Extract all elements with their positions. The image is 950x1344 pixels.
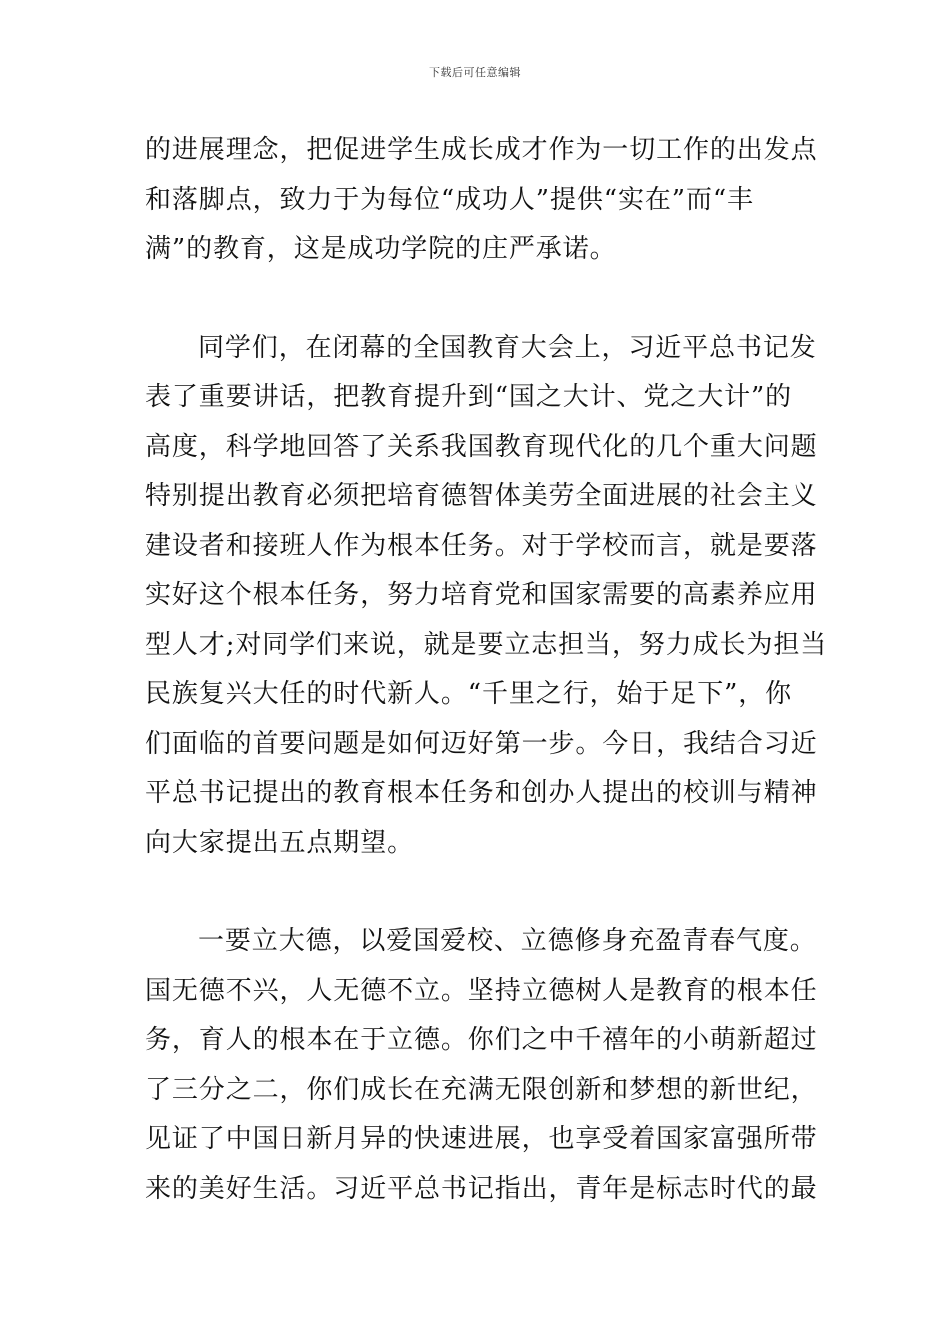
text-line: 实好这个根本任务，努力培育党和国家需要的高素养应用: [145, 580, 818, 610]
text-line: 型人才;对同学们来说，就是要立志担当，努力成长为担当: [145, 629, 828, 660]
text-line: 满”的教育，这是成功学院的庄严承诺。: [145, 234, 617, 264]
text-line: 民族复兴大任的时代新人。“千里之行，始于足下”，你: [145, 679, 793, 709]
paragraph-2: [145, 324, 828, 869]
text-line: 高度，科学地回答了关系我国教育现代化的几个重大问题: [145, 431, 818, 462]
text-line: 见证了中国日新月异的快速进展，也享受着国家富强所带: [145, 1124, 818, 1154]
text-line: 一要立大德，以爱国爱校、立德修身充盈青春气度。: [198, 926, 817, 956]
text-line: 特别提出教育必须把培育德智体美劳全面进展的社会主义: [145, 481, 818, 511]
text-line: 平总书记提出的教育根本任务和创办人提出的校训与精神: [145, 778, 818, 808]
paragraph-3: [145, 917, 818, 1214]
text-line: 和落脚点，致力于为每位“成功人”提供“实在”而“丰: [145, 184, 754, 215]
text-line: 国无德不兴，人无德不立。坚持立德树人是教育的根本任: [145, 975, 818, 1006]
text-line: 表了重要讲话，把教育提升到“国之大计、党之大计”的: [145, 382, 793, 412]
text-line: 们面临的首要问题是如何迈好第一步。今日，我结合习近: [145, 728, 818, 759]
text-line: 建设者和接班人作为根本任务。对于学校而言，就是要落: [145, 530, 818, 561]
paragraph-1: [145, 126, 818, 275]
text-line: 务，育人的根本在于立德。你们之中千禧年的小萌新超过: [145, 1025, 818, 1055]
document-body: [145, 126, 828, 1214]
text-line: 向大家提出五点期望。: [145, 827, 415, 858]
text-line: 同学们，在闭幕的全国教育大会上，习近平总书记发: [198, 332, 817, 363]
text-line: 的进展理念，把促进学生成长成才作为一切工作的出发点: [145, 135, 818, 165]
text-line: 来的美好生活。习近平总书记指出，青年是标志时代的最: [145, 1173, 818, 1204]
text-line: 了三分之二，你们成长在充满无限创新和梦想的新世纪，: [145, 1074, 818, 1105]
header-note: 下载后可任意编辑: [429, 66, 521, 79]
